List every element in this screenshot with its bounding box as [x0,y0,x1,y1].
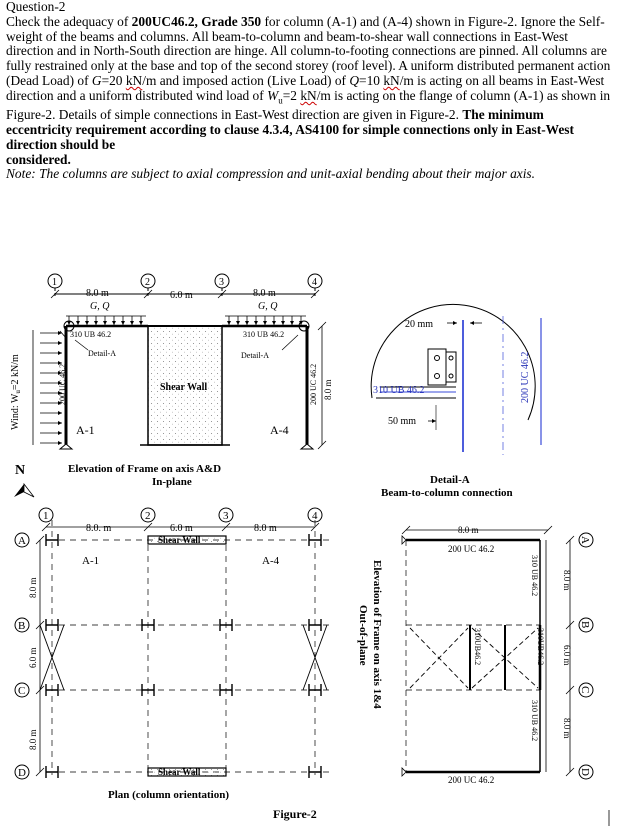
plan-grid-d: D [18,767,26,779]
side-letter-b: B [579,621,591,629]
body-text: /m is acting on all beams in East-West direction and a uniform distributed wind load of [6,72,605,103]
side-dim-ab: 8.0 m [562,570,572,591]
body-text: for column (A-1) and (A-4) shown in Figure-2. Ignore the Self-weight of the beams and columns. All beam-to-column and beam-to-shear wall connections in East-West direction and in North-South direction are hinge. All column-to-footing connections are pinned. All columns are fully restrained only at the base and top of the second storey (roof level). A uniform distributed permanent action (Dead Load) of [6,13,611,88]
plan-span-3: 8.0 m [254,523,277,534]
elevation-labels [10,277,333,488]
plan-grid-a: A [18,535,26,547]
plan-shear-wall-top: Shear Wall [158,535,201,545]
g-value: =20 [101,72,126,88]
dim-50mm: 50 mm [388,416,417,427]
question-considered: considered. [6,151,71,167]
side-col-top: 200 UC 46.2 [448,544,495,554]
side-span: 8.0 m [458,525,479,535]
section-spec: 200UC46.2, Grade 350 [131,13,262,29]
side-caption-2: Out-of-plane [357,605,369,666]
detail-a-labels [373,319,531,499]
side-beam-cd: 310 UB 46.2 [530,700,539,742]
detail-label-left: Detail-A [88,349,116,358]
q-value: =10 [359,72,384,88]
side-dim-bc: 6.0 m [562,645,572,666]
wind-label: Wind: $W_u=2$ kN/m [10,354,22,430]
side-letter-d: D [579,768,591,776]
plan-labels [18,510,318,801]
w-value: =2 [282,87,301,103]
side-brace-left: 310UB46.2 [473,628,482,666]
side-caption-1: Elevation of Frame on axis 1&4 [371,560,383,709]
elevation-caption-1: Elevation of Frame on axis A&D [68,463,222,475]
plan-caption: Plan (column orientation) [108,789,229,801]
grid-label-4: 4 [312,277,317,288]
beam-label-right: 310 UB 46.2 [243,330,285,339]
grid-label-2: 2 [145,277,150,288]
column-a1-label: A-1 [76,423,95,437]
span-2-label: 6.0 m [170,290,193,301]
side-brace-right: 310UB46.2 [536,628,545,666]
side-dim-cd: 8.0 m [562,718,572,739]
detail-caption-2: Beam-to-column connection [381,487,513,499]
north-arrow [14,463,34,497]
detail-caption-1: Detail-A [430,474,470,486]
g-symbol: G [91,72,102,88]
plan-grid-c: C [18,685,26,697]
beam-label-left: 310 UB 46.2 [70,330,112,339]
plan-col-a1: A-1 [82,555,100,567]
shear-wall-label: Shear Wall [160,382,208,393]
dim-20mm: 20 mm [405,319,434,330]
side-beam-ab: 310 UB 46.2 [530,555,539,597]
column-label-right: 200 UC 46.2 [309,363,318,405]
plan-drawing [15,508,330,779]
grid-label-1: 1 [52,277,57,288]
body-text: Check the adequacy of [6,13,132,29]
load-label-right: G, Q [258,301,278,312]
detail-column-label: 200 UC 46.2 [520,351,531,403]
body-text: /m and imposed action (Live Load) of [142,72,350,88]
grid-label-3: 3 [219,277,224,288]
w-subscript: u [278,95,283,106]
plan-dim-ab: 8.0 m [28,577,38,598]
detail-a-drawing [371,304,541,455]
side-elevation-labels [357,525,591,785]
plan-shear-wall-bottom: Shear Wall [158,767,201,777]
question-note: Note: The columns are subject to axial compression and unit-axial bending about their major axis. [6,166,535,182]
column-label-left: 200 UC 46.2 [58,363,67,405]
elevation-caption-2: In-plane [152,476,192,488]
plan-col-a4: A-4 [262,555,280,567]
column-a4-label: A-4 [270,423,289,437]
eccentricity-requirement: The minimum eccentricity requirement according to clause 4.3.4, AS4100 for simple connections only in East-West direction should be [6,107,574,152]
load-label-left: G, Q [90,301,110,312]
span-1-label: 8.0 m [86,288,109,299]
plan-span-1: 8.0. m [86,523,112,534]
g-unit: kN [125,72,143,88]
detail-label-right: Detail-A [241,351,269,360]
question-heading: Question-2 [6,0,66,14]
plan-grid-3: 3 [223,510,229,522]
plan-grid-b: B [18,620,26,632]
plan-span-2: 6.0 m [170,523,193,534]
side-letter-c: C [579,686,591,694]
north-label: N [15,463,26,478]
span-3-label: 8.0 m [253,288,276,299]
plan-grid-2: 2 [145,510,151,522]
detail-beam-label: 310 UB 46.2 [373,385,425,396]
plan-dim-cd: 8.0 m [28,729,38,750]
body-text: /m is acting on the flange of column (A-1) as shown in Figure-2. Details of simple connections in East-West direction are given in Figure-2. [6,87,611,123]
height-label: 8.0 m [323,379,333,400]
q-unit: kN [383,72,400,88]
q-symbol: Q [349,72,360,88]
side-letter-a: A [579,536,591,544]
w-unit: kN [300,87,317,103]
plan-grid-4: 4 [312,510,318,522]
figure-label: Figure-2 [273,807,317,821]
side-col-bottom: 200 UC 46.2 [448,775,495,785]
w-symbol: W [267,87,279,103]
plan-dim-bc: 6.0 m [28,647,38,668]
plan-grid-1: 1 [43,510,49,522]
